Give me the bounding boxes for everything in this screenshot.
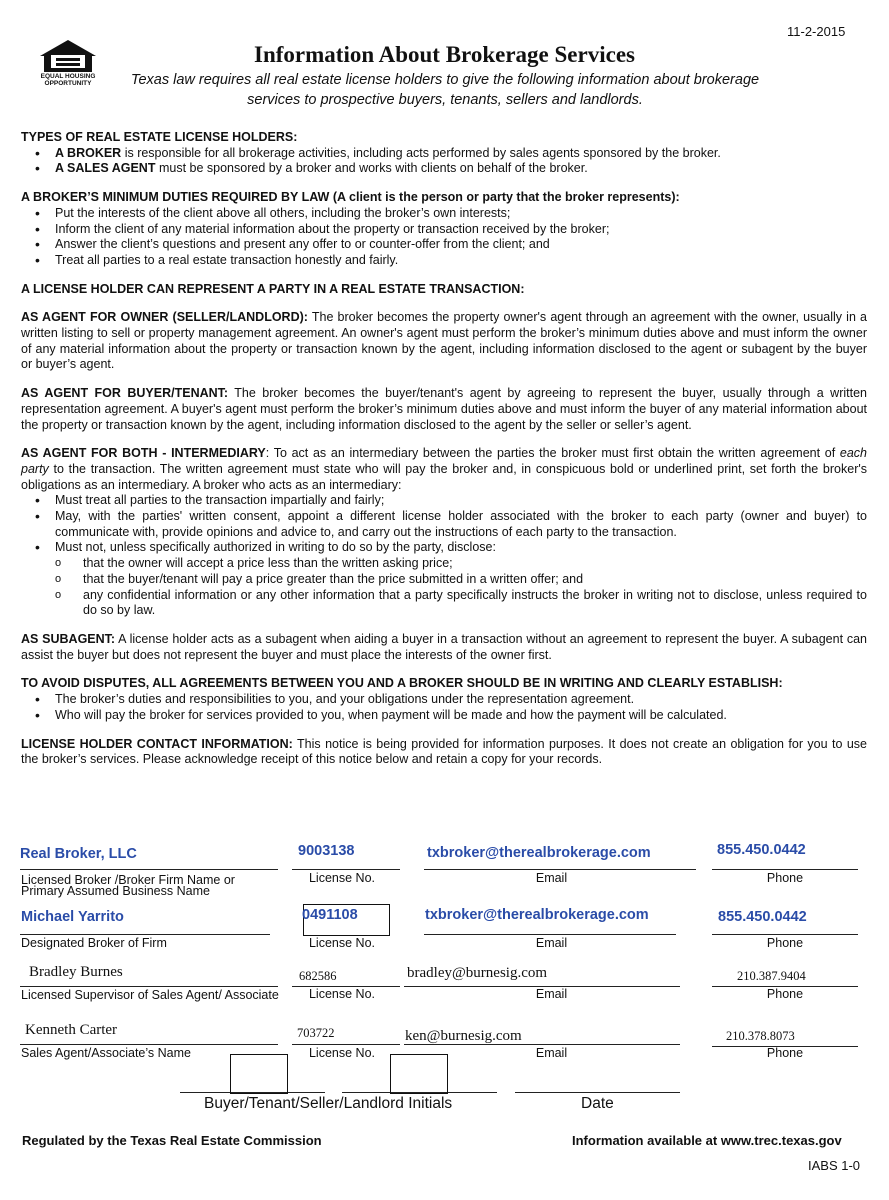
supervisor-name-field[interactable]: Bradley Burnes <box>29 964 123 980</box>
list-item: • A SALES AGENT must be sponsored by a broker and works with clients on behalf of the broker. <box>35 161 867 177</box>
sales-agent-name-field[interactable]: Kenneth Carter <box>25 1022 118 1038</box>
duties-list <box>21 206 867 269</box>
types-list <box>21 146 867 177</box>
email-label: Email <box>535 987 568 1001</box>
signature-line <box>712 869 858 870</box>
date-label: Date <box>581 1095 614 1112</box>
document-body <box>21 130 867 768</box>
license-label: License No. <box>308 1046 375 1060</box>
supervisor-label: Licensed Supervisor of Sales Agent/ Associate <box>21 988 279 1002</box>
designated-broker-email-field[interactable]: txbroker@therealbrokerage.com <box>425 907 649 923</box>
broker-phone-field[interactable]: 855.450.0442 <box>717 842 806 858</box>
sales-agent-phone-field[interactable]: 210.378.8073 <box>726 1029 795 1043</box>
signature-line <box>20 1044 278 1045</box>
initials-box[interactable] <box>230 1054 288 1094</box>
signature-line <box>20 934 270 935</box>
signature-line <box>424 934 676 935</box>
sales-agent-license-field[interactable]: 703722 <box>297 1026 335 1040</box>
broker-license-field[interactable]: 9003138 <box>298 843 355 859</box>
regulated-by-text: Regulated by the Texas Real Estate Commission <box>22 1133 322 1148</box>
list-item: • Must treat all parties to the transaction impartially and fairly; <box>35 493 867 509</box>
list-item: o that the buyer/tenant will pay a price greater than the price submitted in a written offer; and <box>55 572 867 588</box>
list-item: • Treat all parties to a real estate transaction honestly and fairly. <box>35 253 867 269</box>
license-label: License No. <box>308 987 375 1001</box>
designated-broker-name-field[interactable]: Michael Yarrito <box>21 909 124 925</box>
disputes-heading: TO AVOID DISPUTES, ALL AGREEMENTS BETWEEN YOU AND A BROKER SHOULD BE IN WRITING AND CLEARLY ESTABLISH: <box>21 676 783 691</box>
signature-line <box>20 986 278 987</box>
license-label: License No. <box>308 936 375 950</box>
sales-agent-email-field[interactable]: ken@burnesig.com <box>405 1028 522 1044</box>
intermediary-list <box>21 493 867 556</box>
signature-line <box>292 869 400 870</box>
list-item: • Who will pay the broker for services provided to you, when payment will be made and how the payment will be calculated. <box>35 708 867 724</box>
equal-housing-text: EQUAL HOUSING OPPORTUNITY <box>40 73 96 87</box>
contact-paragraph: LICENSE HOLDER CONTACT INFORMATION: This notice is being provided for information purposes. It does not create an obligation for you to use the broker’s services. Please acknowledge receipt of this notice below and retain a copy for your records. <box>21 736 868 767</box>
initials-box[interactable] <box>390 1054 448 1094</box>
phone-label: Phone <box>766 1046 804 1060</box>
phone-label: Phone <box>766 871 804 885</box>
broker-email-field[interactable]: txbroker@therealbrokerage.com <box>427 845 651 861</box>
designated-broker-label: Designated Broker of Firm <box>21 936 167 950</box>
disclose-list <box>21 556 867 619</box>
list-item: • A BROKER is responsible for all brokerage activities, including acts performed by sales agents sponsored by the broker. <box>35 146 867 162</box>
date-line <box>515 1092 680 1093</box>
duties-heading: A BROKER’S MINIMUM DUTIES REQUIRED BY LAW (A client is the person or party that the broker represents): <box>21 190 680 205</box>
license-label: License No. <box>308 871 375 885</box>
trec-info-text: Information available at www.trec.texas.gov <box>572 1133 842 1148</box>
types-heading: TYPES OF REAL ESTATE LICENSE HOLDERS: <box>21 130 298 144</box>
email-label: Email <box>535 1046 568 1060</box>
list-item: • Must not, unless specifically authorized in writing to do so by the party, disclose: <box>35 540 867 556</box>
list-item: • May, with the parties' written consent, appoint a different license holder associated with the broker to each party (owner and buyer) to communicate with, provide opinions and advice to, and carry out the instructions of each party to the transaction. <box>35 509 867 540</box>
sales-agent-label: Sales Agent/Associate’s Name <box>21 1046 192 1060</box>
disputes-list <box>21 692 867 723</box>
email-label: Email <box>535 871 568 885</box>
supervisor-email-field[interactable]: bradley@burnesig.com <box>407 965 548 981</box>
phone-label: Phone <box>766 987 804 1001</box>
intermediary-paragraph: AS AGENT FOR BOTH - INTERMEDIARY: To act as an intermediary between the parties the broker must first obtain the written agreement of each party to the transaction. The written agreement must state who will pay the broker and, in conspicuous bold or underlined print, set forth the broker's obligations as an intermediary. A broker who acts as an intermediary: <box>21 446 867 492</box>
broker-name-field[interactable]: Real Broker, LLC <box>20 846 137 862</box>
phone-label: Phone <box>766 936 804 950</box>
supervisor-license-field[interactable]: 682586 <box>299 969 337 983</box>
form-date: 11-2-2015 <box>787 24 846 39</box>
list-item: o that the owner will accept a price less than the written asking price; <box>55 556 867 572</box>
owner-paragraph: AS AGENT FOR OWNER (SELLER/LANDLORD): The broker becomes the property owner's agent through an agreement with the owner, usually in a written listing to sell or property management agreement. An owner's agent must perform the broker’s minimum duties above and must inform the owner of any material information about the property or transaction known by the agent, including information disclosed to the agent or subagent by the buyer or buyer’s agent. <box>21 310 867 372</box>
list-item: • Inform the client of any material information about the property or transaction received by the broker; <box>35 222 867 238</box>
supervisor-phone-field[interactable]: 210.387.9404 <box>737 969 806 983</box>
signature-line <box>20 869 278 870</box>
designated-broker-phone-field[interactable]: 855.450.0442 <box>718 909 807 925</box>
buyer-paragraph: AS AGENT FOR BUYER/TENANT: The broker becomes the buyer/tenant's agent by agreeing to represent the buyer, usually through a written representation agreement. A buyer's agent must perform the broker’s minimum duties above and must inform the buyer of any material information about the property or transaction known by the agent, including information disclosed to the agent by the seller or seller’s agent. <box>21 386 867 432</box>
signature-line <box>404 1044 680 1045</box>
broker-name-label: Licensed Broker /Broker Firm Name or Primary Assumed Business Name <box>21 873 235 898</box>
page-title: Information About Brokerage Services <box>254 42 635 67</box>
designated-broker-license-field[interactable]: 0491108 <box>302 907 358 923</box>
page-subtitle: Texas law requires all real estate license holders to give the following information about brokerage services to prospective buyers, tenants, sellers and landlords. <box>130 72 760 108</box>
signature-line <box>424 869 696 870</box>
signature-line <box>712 934 858 935</box>
signature-line <box>292 1044 400 1045</box>
list-item: • Put the interests of the client above all others, including the broker’s own interests; <box>35 206 867 222</box>
list-item: • Answer the client’s questions and present any offer to or counter-offer from the client; and <box>35 237 867 253</box>
subagent-paragraph: AS SUBAGENT: A license holder acts as a subagent when aiding a buyer in a transaction without an agreement to represent the buyer. A subagent can assist the buyer but does not represent the buyer and must place the interests of the owner first. <box>21 631 867 662</box>
initials-label: Buyer/Tenant/Seller/Landlord Initials <box>204 1095 453 1112</box>
list-item: • The broker’s duties and responsibilities to you, and your obligations under the representation agreement. <box>35 692 867 708</box>
email-label: Email <box>535 936 568 950</box>
form-id: IABS 1-0 <box>808 1158 861 1173</box>
list-item: o any confidential information or any other information that a party specifically instructs the broker in writing not to disclose, unless required to do so by law. <box>55 588 867 619</box>
represent-heading: A LICENSE HOLDER CAN REPRESENT A PARTY IN A REAL ESTATE TRANSACTION: <box>21 281 525 296</box>
